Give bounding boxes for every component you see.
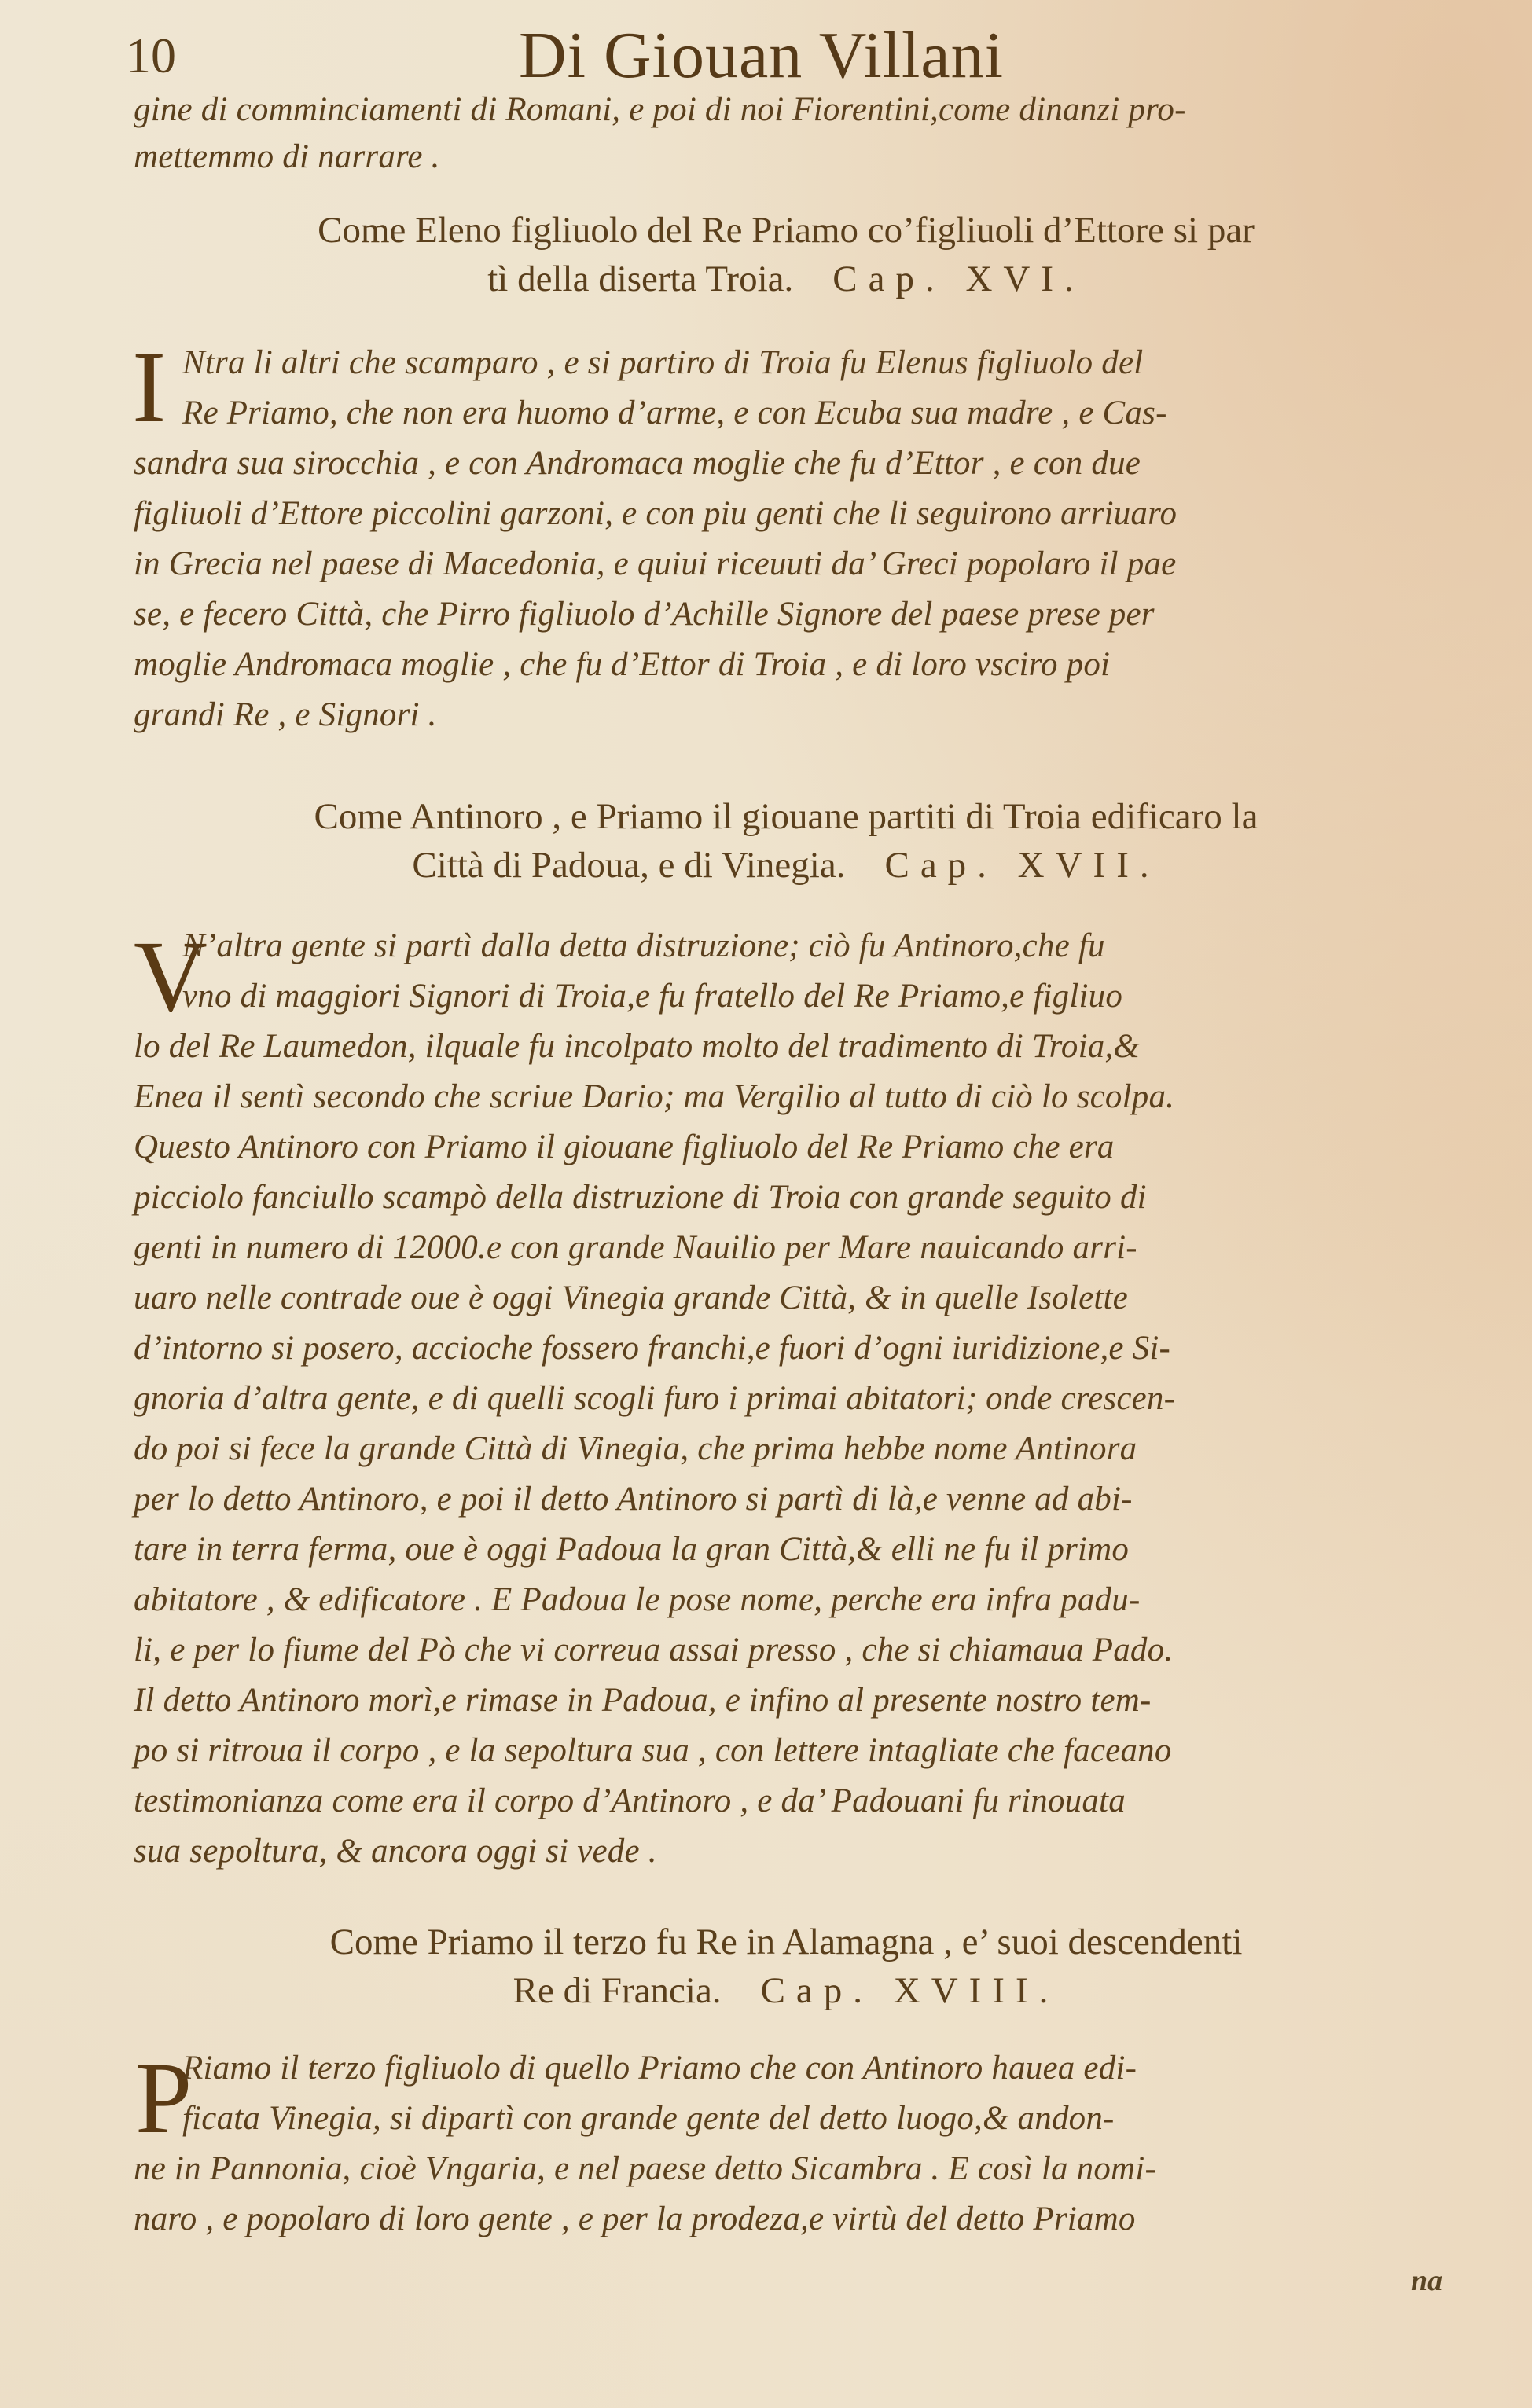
heading-text: tì della diserta Troia. (487, 259, 794, 299)
text-line: Ntra li altri che scamparo , e si partiro di Troia fu Elenus figliuolo del (182, 344, 1144, 381)
chapter-heading (118, 1918, 1454, 2015)
text-line: grandi Re , e Signori . (134, 696, 437, 733)
text-line: uaro nelle contrade oue è oggi Vinegia grande Città, & in quelle Isolette (134, 1279, 1128, 1316)
text-line: sandra sua sirocchia , e con Andromaca moglie che fu d’Ettor , e con due (134, 445, 1141, 482)
text-line: Riamo il terzo figliuolo di quello Priamo che con Antinoro hauea edi- (182, 2050, 1137, 2087)
text-line: per lo detto Antinoro, e poi il detto Antinoro si partì di là,e venne ad abi- (134, 1481, 1133, 1518)
text-line: Questo Antinoro con Priamo il giouane figliuolo del Re Priamo che era (134, 1129, 1115, 1165)
heading-line (118, 1966, 1454, 2015)
text-line: naro , e popolaro di loro gente , e per la prodeza,e virtù del detto Priamo (134, 2201, 1136, 2237)
heading-line: Come Priamo il terzo fu Re in Alamagna , e’ suoi descendenti (329, 1922, 1243, 1962)
chapter-heading (118, 792, 1454, 890)
chapter-number: Cap. XVIII. (760, 1970, 1060, 2011)
text-line: vno di maggiori Signori di Troia,e fu fratello del Re Priamo,e figliuo (182, 978, 1123, 1015)
text-line: li, e per lo fiume del Pò che vi correua assai presso , che si chiamaua Pado. (134, 1632, 1174, 1668)
drop-capital: V (134, 920, 208, 1033)
heading-text: Re di Francia. (513, 1970, 722, 2011)
heading-line (118, 255, 1454, 303)
text-line: picciolo fanciullo scampò della distruzione di Troia con grande seguito di (134, 1179, 1147, 1216)
text-line: gnoria d’altra gente, e di quelli scogli furo i primai abitatori; onde crescen- (134, 1380, 1176, 1417)
text-line: sua sepoltura, & ancora oggi si vede . (134, 1833, 657, 1870)
running-title: Di Giouan Villani (519, 19, 1005, 92)
page-number: 10 (126, 28, 176, 83)
heading-line: Come Antinoro , e Priamo il giouane partiti di Troia edificaro la (314, 796, 1258, 837)
drop-capital: P (135, 2042, 193, 2155)
running-head (126, 17, 1462, 92)
text-line: lo del Re Laumedon, ilquale fu incolpato molto del tradimento di Troia,& (134, 1028, 1141, 1065)
text-line: do poi si fece la grande Città di Vinegia, che prima hebbe nome Antinora (134, 1430, 1137, 1467)
text-line: moglie Andromaca moglie , che fu d’Ettor di Troia , e di loro vsciro poi (134, 646, 1111, 683)
text-line: se, e fecero Città, che Pirro figliuolo d’Achille Signore del paese prese per (134, 596, 1155, 633)
heading-line: Come Eleno figliuolo del Re Priamo co’figliuoli d’Ettore si par (318, 210, 1255, 251)
text-line: mettemmo di narrare . (134, 138, 440, 175)
text-line: gine di comminciamenti di Romani, e poi di noi Fiorentini,come dinanzi pro- (134, 91, 1186, 128)
text-line: Re Priamo, che non era huomo d’arme, e con Ecuba sua madre , e Cas- (182, 395, 1167, 431)
drop-capital: I (132, 331, 167, 444)
text-line: in Grecia nel paese di Macedonia, e quiui riceuuti da’ Greci popolaro il pae (134, 545, 1177, 582)
text-line: testimonianza come era il corpo d’Antinoro , e da’ Padouani fu rinouata (134, 1782, 1126, 1819)
text-line: po si ritroua il corpo , e la sepoltura sua , con lettere intagliate che faceano (134, 1732, 1172, 1769)
text-line: N’altra gente si partì dalla detta distruzione; ciò fu Antinoro,che fu (182, 927, 1105, 964)
text-line: tare in terra ferma, oue è oggi Padoua la gran Città,& elli ne fu il primo (134, 1531, 1130, 1568)
text-line: figliuoli d’Ettore piccolini garzoni, e con piu genti che li seguirono arriuaro (134, 495, 1177, 532)
text-line: ficata Vinegia, si dipartì con grande gente del detto luogo,& andon- (182, 2100, 1115, 2137)
heading-text: Città di Padoua, e di Vinegia. (412, 845, 846, 886)
text-line: Enea il sentì secondo che scriue Dario; ma Vergilio al tutto di ciò lo scolpa. (134, 1078, 1175, 1115)
chapter-number: Cap. XVII. (884, 845, 1160, 886)
text-line: abitatore , & edificatore . E Padoua le pose nome, perche era infra padu- (134, 1581, 1141, 1618)
text-line: ne in Pannonia, cioè Vngaria, e nel paese detto Sicambra . E così la nomi- (134, 2150, 1156, 2187)
chapter-heading (118, 206, 1454, 303)
heading-line (118, 841, 1454, 890)
catchword: na (1411, 2264, 1443, 2297)
text-line: Il detto Antinoro morì,e rimase in Padoua, e infino al presente nostro tem- (134, 1682, 1152, 1719)
text-line: genti in numero di 12000.e con grande Nauilio per Mare nauicando arri- (134, 1229, 1137, 1266)
chapter-number: Cap. XVI. (832, 259, 1085, 299)
text-line: d’intorno si posero, accioche fossero franchi,e fuori d’ogni iuridizione,e Si- (134, 1330, 1170, 1367)
